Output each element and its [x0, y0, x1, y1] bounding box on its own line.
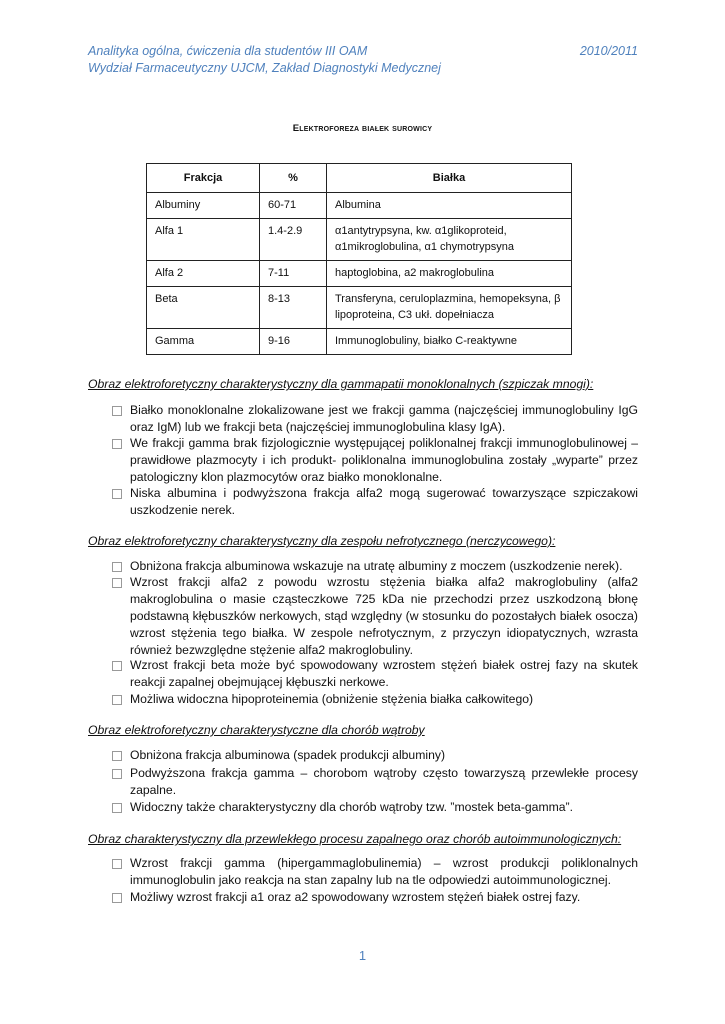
cell: Transferyna, ceruloplazmina, hemopeksyna, β lipoproteina, C3 ukł. dopełniacza	[327, 287, 572, 329]
cell: 60-71	[260, 193, 327, 219]
table-row	[147, 329, 572, 355]
checkbox-bullet-icon	[112, 751, 122, 761]
column-header: Frakcja	[147, 164, 260, 193]
cell: Gamma	[147, 329, 260, 355]
cell: 9-16	[260, 329, 327, 355]
list-item-text: Obniżona frakcja albuminowa wskazuje na utratę albuminy z moczem (uszkodzenie nerek).	[130, 559, 623, 573]
checkbox-bullet-icon	[112, 803, 122, 813]
cell: Beta	[147, 287, 260, 329]
column-header: %	[260, 164, 327, 193]
list-item-text: Wzrost frakcji beta może być spowodowany wzrostem stężeń białek ostrej fazy na skutek reakcji zapalnej obejmującej kłębuszki nerkowe.	[130, 658, 638, 689]
checkbox-bullet-icon	[112, 439, 122, 449]
list-item	[130, 889, 638, 906]
checkbox-bullet-icon	[112, 489, 122, 499]
cell: 7-11	[260, 261, 327, 287]
list-item	[130, 402, 638, 436]
list-item-text: Widoczny także charakterystyczny dla chorób wątroby tzw. ”mostek beta-gamma”.	[130, 800, 573, 814]
list-item	[130, 691, 638, 708]
list-item-text: Obniżona frakcja albuminowa (spadek produkcji albuminy)	[130, 748, 446, 762]
section-heading: Obraz elektroforetyczny charakterystyczny dla zespołu nefrotycznego (nerczycowego):	[88, 534, 556, 548]
header-year: 2010/2011	[579, 44, 638, 58]
list-item	[130, 485, 638, 519]
list-item-text: Wzrost frakcji alfa2 z powodu wzrostu stężenia białka alfa2 makroglobuliny (alfa2 makroglobulina o masie cząsteczkowe 725 kDa nie przechodzi przez uszkodzoną błonę podstawną kłębuszków nerkowych, stąd względny (w stosunku do pozostałych białek osocza) wzrost stężenia tego białka. W zespole nefrotycznym, z przyczyn idiopatycznych, wzrasta również bezwzględne stężenie alfa2 makroglobuliny.	[130, 575, 638, 657]
header-line-2: Wydział Farmaceutyczny UJCM, Zakład Diagnostyki Medycznej	[88, 61, 441, 75]
checkbox-bullet-icon	[112, 406, 122, 416]
list-item-text: Niska albumina i podwyższona frakcja alfa2 mogą sugerować towarzyszące szpiczakowi uszkodzenie nerek.	[130, 486, 638, 517]
list-item	[130, 574, 638, 659]
list-item	[130, 558, 638, 575]
list-item-text: We frakcji gamma brak fizjologicznie występującej poliklonalnej frakcji immunoglobulinowej – prawidłowe plazmocyty i ich produkt- poliklonalna immunoglobulina zostały „wyparte” przez patologiczny klon plazmocytów oraz białko monoklonalne.	[130, 436, 638, 484]
table-row	[147, 261, 572, 287]
section-heading: Obraz charakterystyczny dla przewlekłego procesu zapalnego oraz chorób autoimmunologicznych:	[88, 832, 622, 846]
list-item	[130, 657, 638, 691]
section-heading: Obraz elektroforetyczny charakterystyczny dla gammapatii monoklonalnych (szpiczak mnogi):	[88, 377, 594, 391]
fractions-table	[146, 163, 572, 355]
list-item-text: Możliwy wzrost frakcji a1 oraz a2 spowodowany wzrostem stężeń białek ostrej fazy.	[130, 890, 581, 904]
cell: Albuminy	[147, 193, 260, 219]
cell: 8-13	[260, 287, 327, 329]
checkbox-bullet-icon	[112, 661, 122, 671]
checkbox-bullet-icon	[112, 859, 122, 869]
list-item-text: Podwyższona frakcja gamma – chorobom wątroby często towarzyszą przewlekłe procesy zapalne.	[130, 766, 638, 797]
header-line-1: Analityka ogólna, ćwiczenia dla studentów III OAM	[88, 44, 368, 58]
list-item-text: Białko monoklonalne zlokalizowane jest we frakcji gamma (najczęściej immunoglobuliny IgG oraz IgM) lub we frakcji beta (najczęściej immunoglobulina klasy IgA).	[130, 403, 638, 434]
cell: α1antytrypsyna, kw. α1glikoproteid, α1mikroglobulina, α1 chymotrypsyna	[327, 219, 572, 261]
checkbox-bullet-icon	[112, 562, 122, 572]
table-row	[147, 193, 572, 219]
cell: Immunoglobuliny, białko C-reaktywne	[327, 329, 572, 355]
cell: haptoglobina, a2 makroglobulina	[327, 261, 572, 287]
list-item-text: Wzrost frakcji gamma (hipergammaglobulinemia) – wzrost produkcji poliklonalnych immunoglobulin jako reakcja na stan zapalny lub na tle odpowiedzi autoimmunologicznej.	[130, 856, 638, 887]
cell: Alfa 1	[147, 219, 260, 261]
list-item	[130, 799, 638, 816]
list-item-text: Możliwa widoczna hipoproteinemia (obniżenie stężenia białka całkowitego)	[130, 692, 534, 706]
list-item	[130, 747, 638, 764]
list-item	[130, 855, 638, 889]
checkbox-bullet-icon	[112, 695, 122, 705]
table-row	[147, 219, 572, 261]
checkbox-bullet-icon	[112, 893, 122, 903]
table-row	[147, 287, 572, 329]
table-header-row	[147, 164, 572, 193]
list-item	[130, 765, 638, 799]
page-number: 1	[358, 948, 367, 963]
section-heading: Obraz elektroforetyczny charakterystyczne dla chorób wątroby	[88, 723, 425, 737]
list-item	[130, 435, 638, 486]
cell: Albumina	[327, 193, 572, 219]
checkbox-bullet-icon	[112, 769, 122, 779]
cell: Alfa 2	[147, 261, 260, 287]
checkbox-bullet-icon	[112, 578, 122, 588]
cell: 1.4-2.9	[260, 219, 327, 261]
column-header: Białka	[327, 164, 572, 193]
document-title: Elektroforeza białek surowicy	[292, 123, 433, 134]
